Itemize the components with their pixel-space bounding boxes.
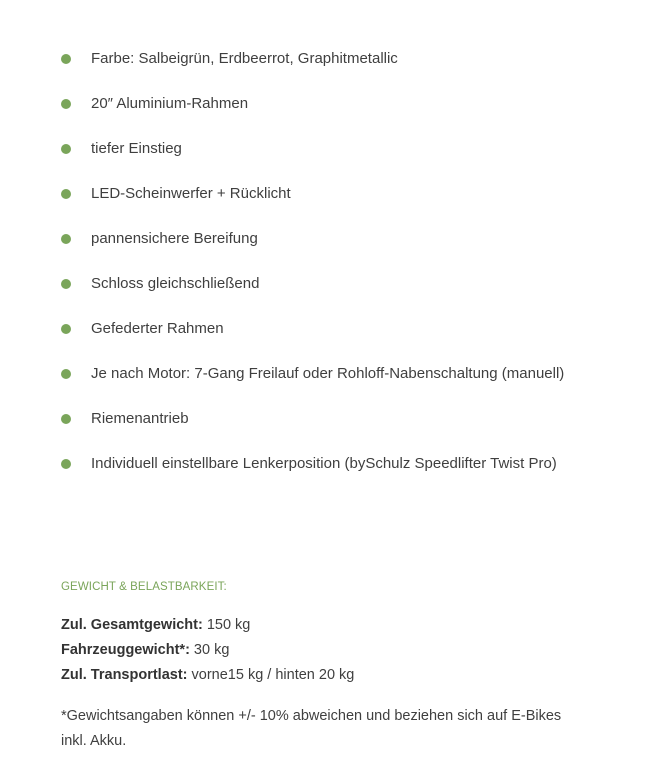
feature-text: pannensichere Bereifung [91, 230, 258, 247]
footnote: *Gewichtsangaben können +/- 10% abweichen und beziehen sich auf E-Bikes inkl. Akku. [61, 708, 562, 749]
feature-text: Individuell einstellbare Lenkerposition (bySchulz Speedlifter Twist Pro) [91, 455, 557, 472]
feature-text: LED-Scheinwerfer + Rücklicht [91, 185, 291, 202]
list-item [0, 91, 649, 136]
spec-label: Zul. Gesamtgewicht: [61, 617, 203, 633]
spec-row-vehicle-weight [61, 638, 354, 663]
bullet-icon [61, 234, 71, 244]
spec-value: vorne15 kg / hinten 20 kg [187, 667, 355, 683]
feature-text: Schloss gleichschließend [91, 275, 260, 292]
spec-row-transport-load [61, 663, 354, 688]
bullet-icon [61, 54, 71, 64]
list-item [0, 361, 649, 406]
feature-text: tiefer Einstieg [91, 140, 182, 157]
spec-row-total-weight [61, 613, 354, 638]
list-item [0, 181, 649, 226]
spec-value: 30 kg [189, 642, 230, 658]
list-item [0, 46, 649, 91]
bullet-icon [61, 369, 71, 379]
spec-list [61, 613, 354, 688]
feature-text: 20″ Aluminium-Rahmen [91, 95, 249, 112]
feature-text: Gefederter Rahmen [91, 320, 224, 337]
bullet-icon [61, 459, 71, 469]
feature-text: Je nach Motor: 7-Gang Freilauf oder Rohloff-Nabenschaltung (manuell) [91, 365, 565, 382]
bullet-icon [61, 99, 71, 109]
list-item [0, 316, 649, 361]
list-item [0, 226, 649, 271]
bullet-icon [61, 414, 71, 424]
bullet-icon [61, 324, 71, 334]
spec-label: Zul. Transportlast: [61, 667, 188, 683]
spec-value: 150 kg [202, 617, 251, 633]
list-item [0, 136, 649, 181]
list-item [0, 451, 649, 496]
bullet-icon [61, 189, 71, 199]
feature-text: Riemenantrieb [91, 410, 189, 427]
list-item [0, 271, 649, 316]
feature-list [0, 46, 649, 496]
bullet-icon [61, 279, 71, 289]
section-heading: GEWICHT & BELASTBARKEIT: [61, 581, 227, 593]
bullet-icon [61, 144, 71, 154]
spec-label: Fahrzeuggewicht*: [61, 642, 190, 658]
feature-text: Farbe: Salbeigrün, Erdbeerrot, Graphitmetallic [91, 50, 398, 67]
list-item [0, 406, 649, 451]
